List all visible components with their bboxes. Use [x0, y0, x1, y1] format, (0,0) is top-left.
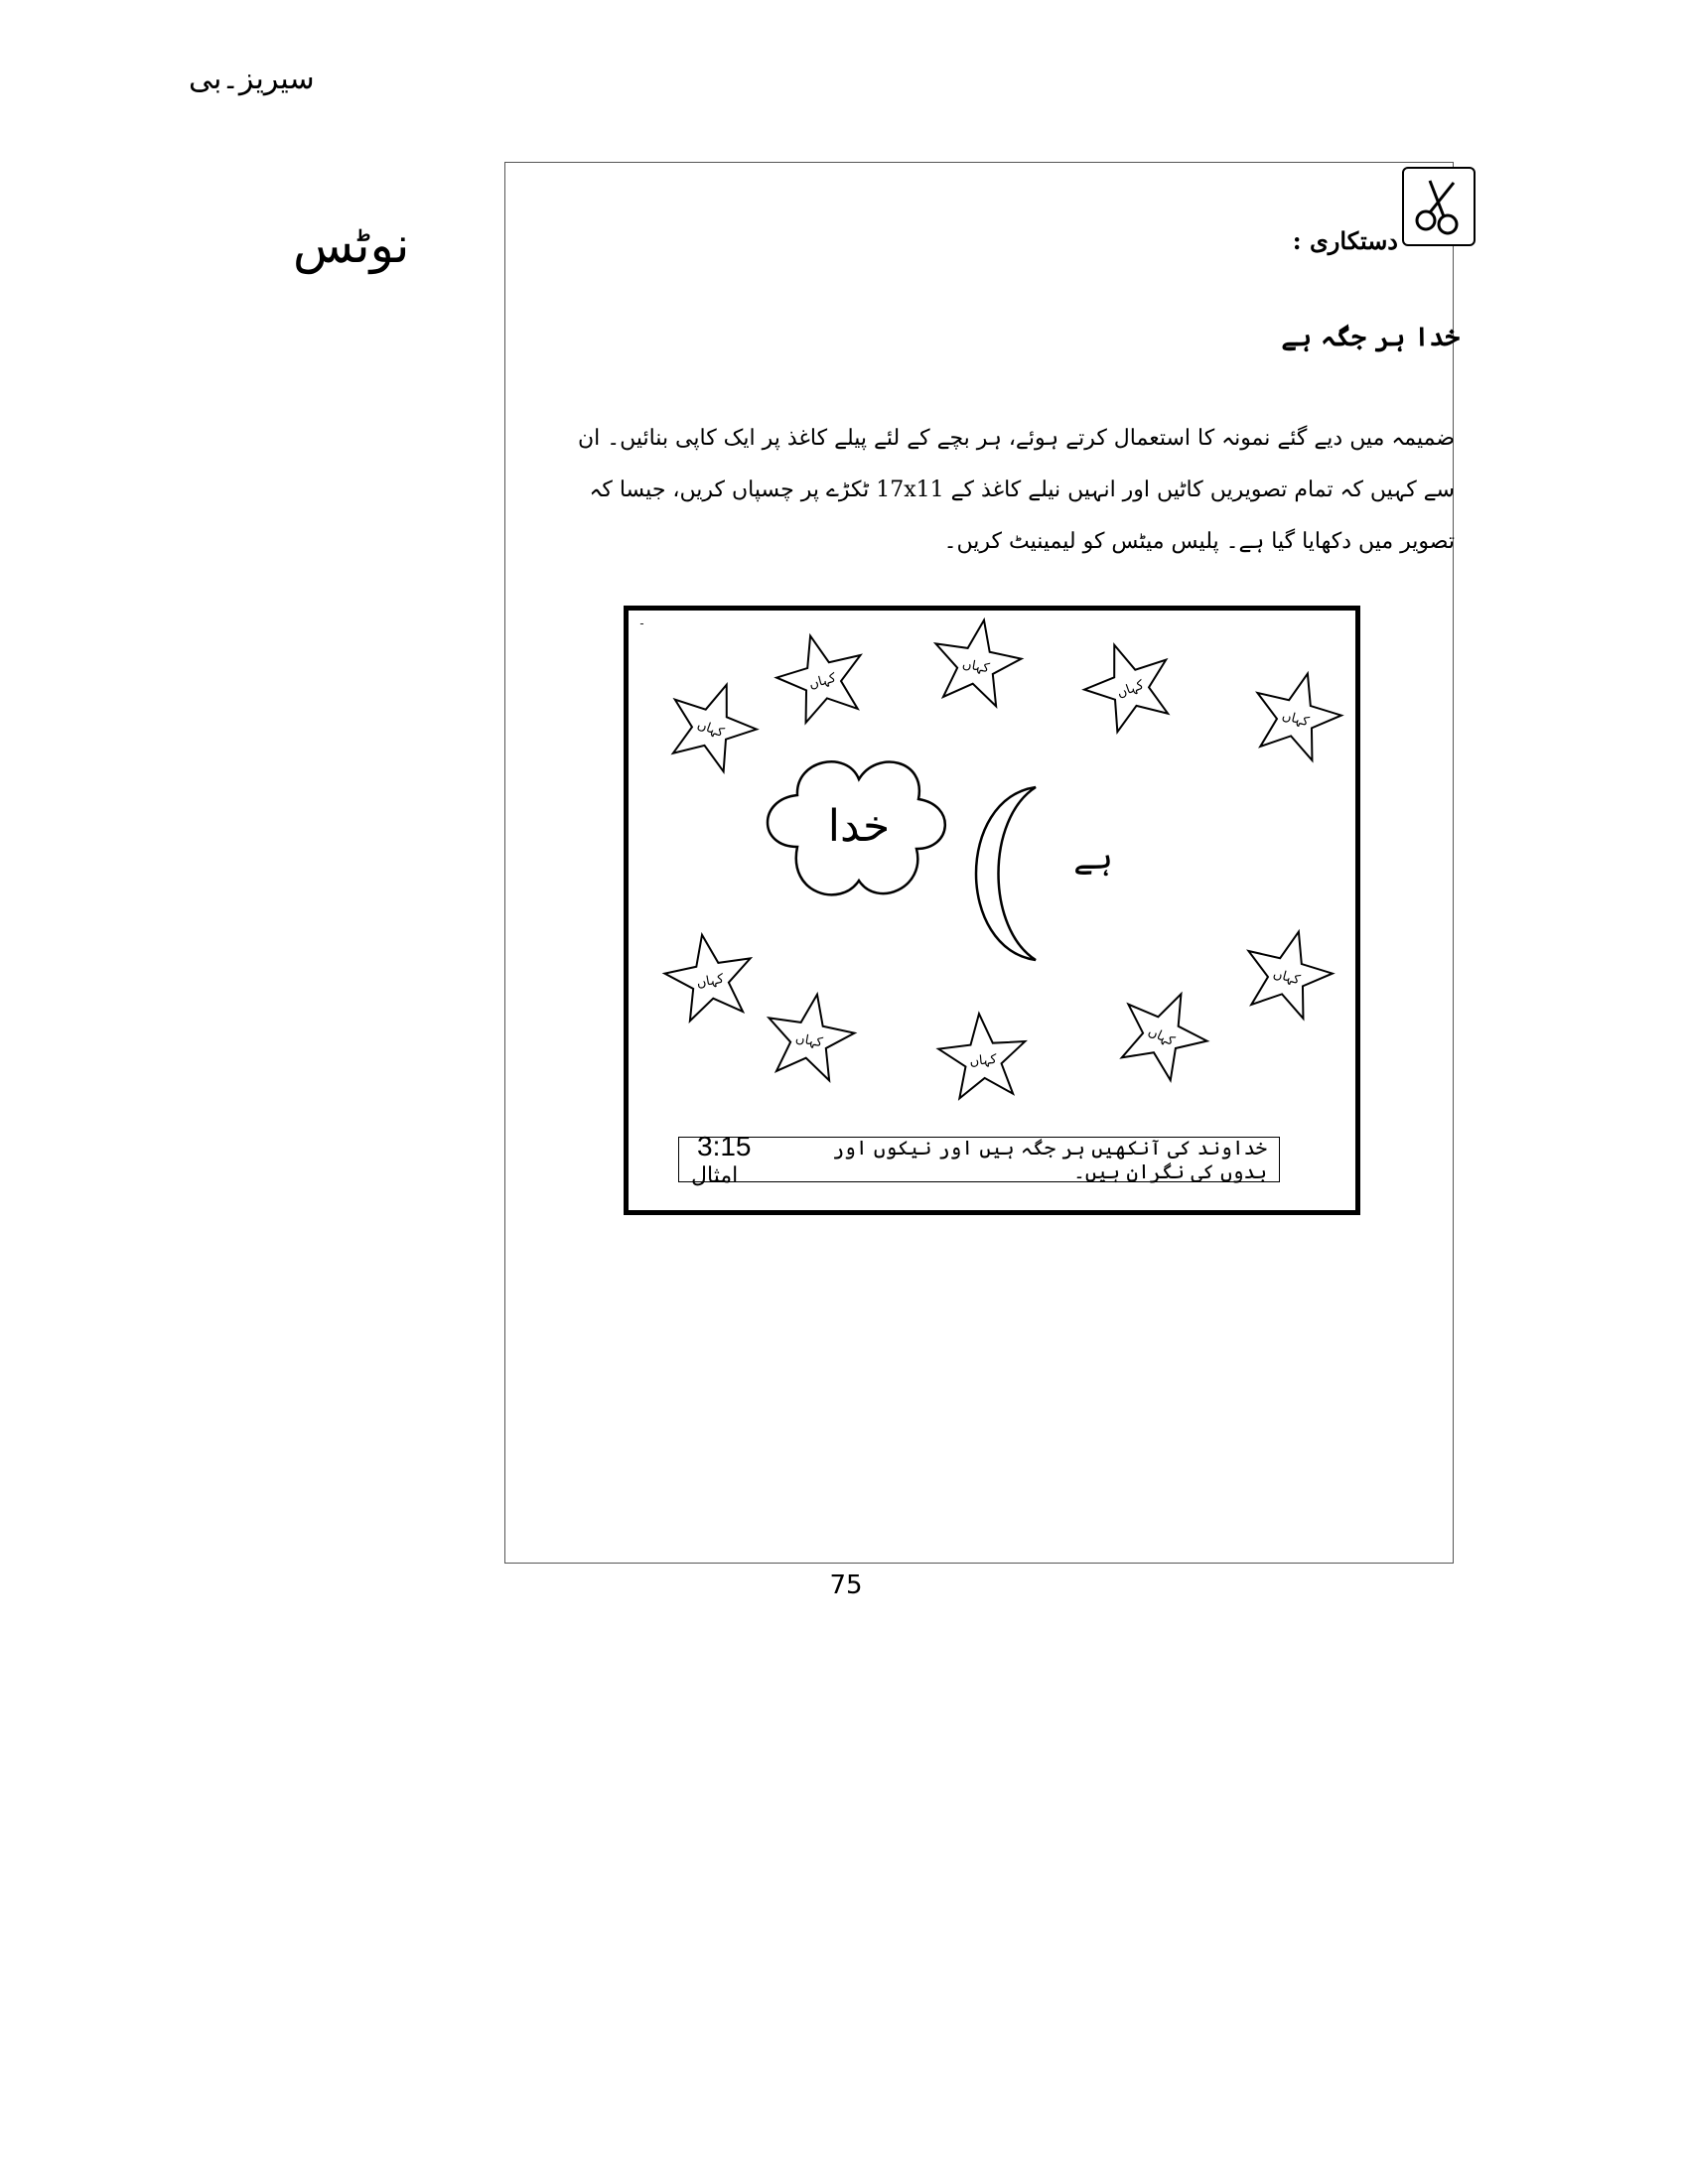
- verse-reference: [691, 1131, 775, 1188]
- instructions-paragraph: ضمیمہ میں دیے گئے نمونہ کا استعمال کرتے ہوئے، ہر بچے کے لئے پیلے کاغذ پر ایک کاپی بنائیں۔ ان سے کہیں کہ تمام تصویریں کاٹیں اور انہیں نیلے کاغذ کے 17x11 ٹکڑے پر چسپاں کریں، جیسا کہ تصویر میں دکھایا گیا ہے۔ پلیس میٹس کو لیمینیٹ کریں۔: [577, 426, 1455, 554]
- star-label: کہاں: [1115, 677, 1146, 702]
- star-label: کہاں: [695, 971, 726, 992]
- star-shape: [1107, 976, 1220, 1087]
- star-label: کہاں: [695, 717, 726, 742]
- star-shape: [769, 624, 874, 727]
- star-label: کہاں: [960, 656, 991, 677]
- placemat-illustration: [624, 606, 1360, 1215]
- corner-mark: ـ: [640, 616, 643, 627]
- star-shape: [761, 987, 861, 1083]
- moon-shape: [976, 787, 1036, 960]
- star-shape: [657, 670, 768, 777]
- verse-text: خداوند کی آنکھیں ہر جگہ ہیں اور نیکوں اور بدوں کی نگران ہیں۔: [832, 1136, 1267, 1183]
- page-number: 75: [829, 1570, 863, 1600]
- star-shape: [927, 613, 1028, 709]
- star-shape: [935, 1010, 1029, 1100]
- craft-title: دستکاری :: [1292, 226, 1398, 255]
- star-shape: [659, 927, 760, 1024]
- cloud-text: خدا: [827, 801, 891, 852]
- verse-book: امثال: [691, 1162, 739, 1187]
- star-label: کہاں: [807, 670, 838, 693]
- star-label: کہاں: [1271, 966, 1302, 989]
- moon-text: ہے: [1073, 838, 1113, 878]
- verse-box: [678, 1131, 1280, 1187]
- verse-number: 3:15: [697, 1131, 752, 1161]
- series-label: سیریز۔بی: [189, 62, 315, 96]
- star-label: کہاں: [1145, 1024, 1177, 1049]
- lesson-heading: خدا ہر جگہ ہے: [1281, 323, 1460, 352]
- star-label: کہاں: [793, 1030, 824, 1051]
- star-label: کہاں: [1280, 708, 1311, 731]
- star-shape: [1235, 920, 1340, 1023]
- notes-title: نوٹس: [293, 216, 410, 274]
- star-label: کہاں: [968, 1051, 998, 1070]
- star-shape: [1244, 662, 1349, 764]
- star-shape: [1073, 630, 1184, 738]
- scissors-icon: [1402, 167, 1476, 246]
